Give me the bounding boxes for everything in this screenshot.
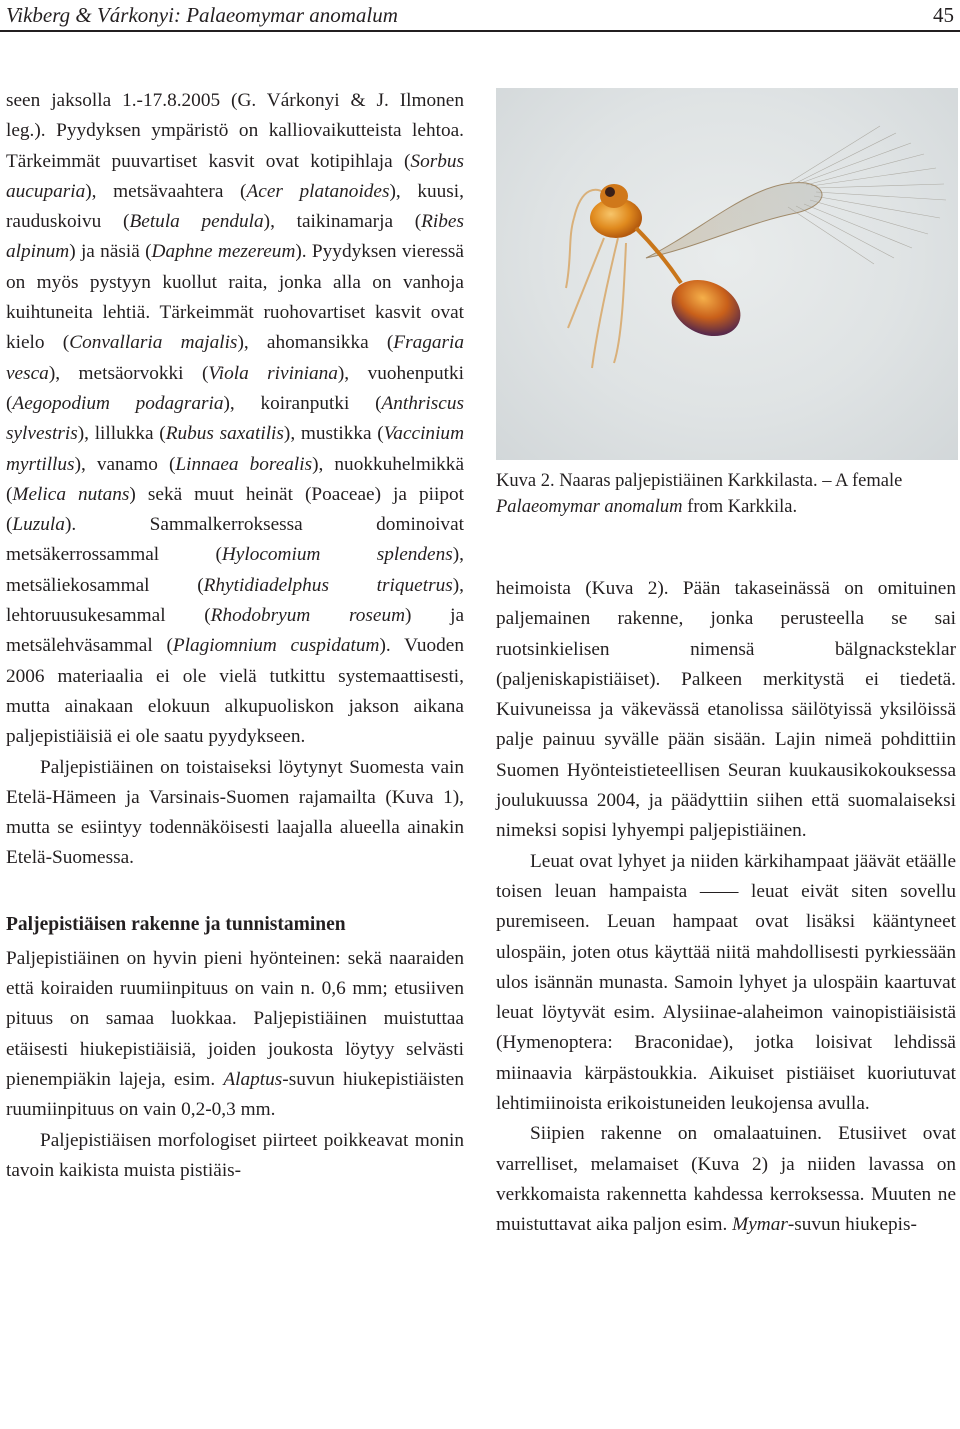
paragraph: Paljepistiäinen on hyvin pieni hyönteinen: sekä naaraiden että koiraiden ruumiinpituus on vain n. 0,6 mm; etusiiven pituus on samaa luokkaa. Paljepistiäinen muistuttaa etäisesti hiukepistiäisiä, joiden joukosta löytyy selvästi pienempiäkin lajeja, esim. Alaptus-suvun hiukepistiäisten ruumiinpituus on vain 0,2-0,3 mm.: [6, 947, 464, 1121]
paragraph: heimoista (Kuva 2). Pään takaseinässä on omituinen paljemainen rakenne, jonka perusteella se sai ruotsinkielisen nimensä bälgnacksteklar (paljeniskapistiäiset). Palkeen merkitystä ei tiedetä. Kuivuneissa ja väkevässä etanolissa säilötyissä yksilöissä palje painuu syvälle pään sisään. Lajin nimeä pohdittiin Suomen Hyönteistieteellisen Seuran kuukausikokouksessa joulukuussa 2004, ja päädyttiin siihen että suomalaiseksi nimeksi sopisi lyhyempi paljepistiäinen.: [496, 578, 956, 842]
right-column: [496, 574, 956, 1241]
paragraph: seen jaksolla 1.-17.8.2005 (G. Várkonyi & J. Ilmonen leg.). Pyydyksen ympäristö on kalliovaikutteista lehtoa. Tärkeimmät puuvartiset kasvit ovat kotipihlaja (Sorbus aucuparia), metsävaahtera (Acer platanoides), kuusi, rauduskoivu (Betula pendula), taikinamarja (Ribes alpinum) ja näsiä (Daphne mezereum). Pyydyksen vieressä on myös pystyyn kuollut raita, jonka alla on vanhoja kuihtuneita lehtiä. Tärkeimmät ruohovartiset kasvit ovat kielo (Convallaria majalis), ahomansikka (Fragaria vesca), metsäorvokki (Viola riviniana), vuohenputki (Aegopodium podagraria), koiranputki (Anthriscus sylvestris), lillukka (Rubus saxatilis), mustikka (Vaccinium myrtillus), vanamo (Linnaea borealis), nuokkuhelmikkä (Melica nutans) sekä muut heinät (Poaceae) ja piipot (Luzula). Sammalkerroksessa dominoivat metsäkerrossammal (Hylocomium splendens), metsäliekosammal (Rhytidiadelphus triquetrus), lehtoruusukesammal (Rhodobryum roseum) ja metsälehväsammal (Plagiomnium cuspidatum). Vuoden 2006 materiaalia ei ole vielä tutkittu systemaattisesti, mutta ainakaan elokuun alkupuoliskon jakson aikana paljepistiäisiä ei ole saatu pyydykseen.: [6, 90, 465, 748]
section-heading: Paljepistiäisen rakenne ja tunnistaminen: [6, 913, 346, 935]
insect-photo-icon: [496, 88, 958, 460]
page-header: [0, 0, 960, 34]
caption-text: Kuva 2. Naaras paljepistiäinen Karkkilasta. – A female Palaeomymar anomalum from Karkkila.: [496, 471, 903, 517]
header-rule: [0, 30, 960, 32]
left-column: [6, 86, 464, 1186]
figure-photo: [496, 88, 958, 460]
paragraph: Paljepistiäinen on toistaiseksi löytynyt Suomesta vain Etelä-Hämeen ja Varsinais-Suomen rajamailta (Kuva 1), mutta se esiintyy todennäköisesti laajalla alueella ainakin Etelä-Suomessa.: [6, 756, 464, 869]
page-number: 45: [933, 3, 954, 27]
paragraph: Leuat ovat lyhyet ja niiden kärkihampaat jäävät etäälle toisen leuan hampaista —— leuat eivät siten sovellu puremiseen. Leuan hampaat ovat lisäksi kääntyneet ulospäin, joten otus käyttää niitä mahdollisesti pyrkiessään ulos isännän munasta. Samoin lyhyet ja ulospäin kaartuvat leuat löytyvät esim. Alysiinae-alaheimon vainopistiäisistä (Hymenoptera: Braconidae), jotka loisivat lehdissä miinaavia kärpästoukkia. Aikuiset pistiäiset kuoriutuvat lehtimiinoista erikoistuneiden leukojensa avulla.: [496, 850, 956, 1115]
paragraph: Paljepistiäisen morfologiset piirteet poikkeavat monin tavoin kaikista muista pistiäis-: [6, 1129, 464, 1181]
paragraph: Siipien rakenne on omalaatuinen. Etusiivet ovat varrelliset, melamaiset (Kuva 2) ja niiden lavassa on verkkomaista rakennetta kahdessa kerroksessa. Muuten ne muistuttavat aika paljon esim. Mymar-suvun hiukepis-: [496, 1123, 956, 1236]
figure-caption: [496, 468, 960, 520]
running-title: Vikberg & Várkonyi: Palaeomymar anomalum: [6, 3, 398, 27]
